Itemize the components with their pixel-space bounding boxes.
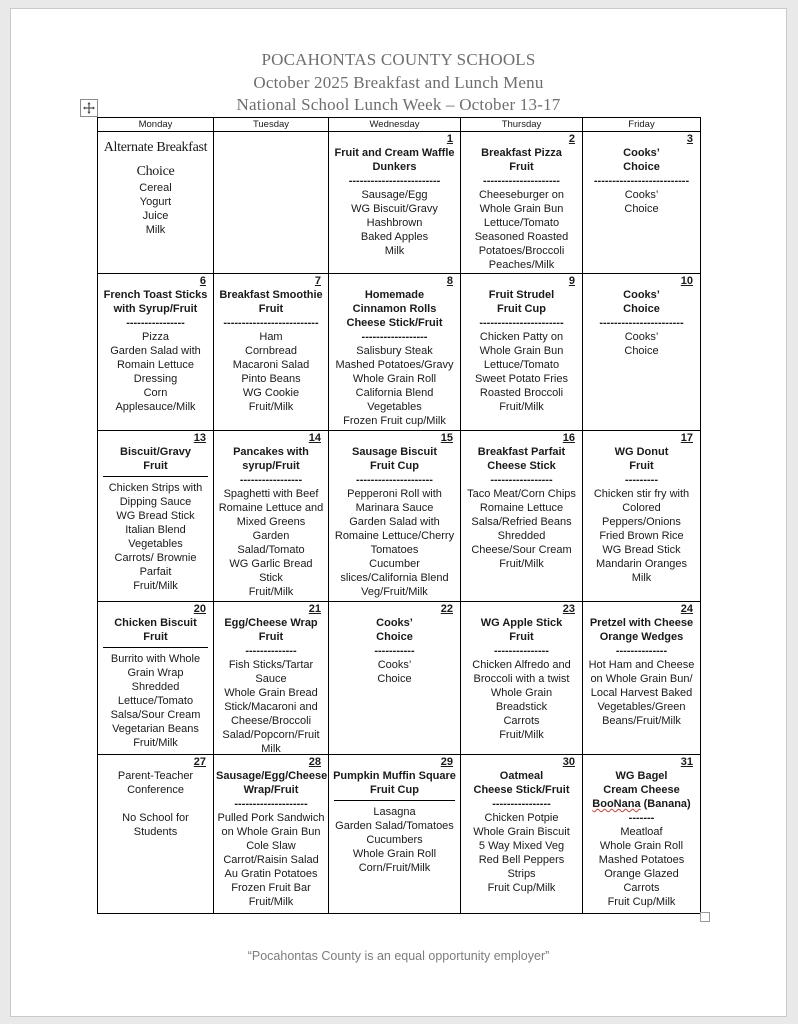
menu-item-title-line: Fruit <box>629 460 654 472</box>
menu-item-line: Breadstick <box>495 701 548 713</box>
menu-item-title-line: Dunkers <box>372 161 417 173</box>
separator-dashes: ------- <box>628 812 655 824</box>
separator-dashes: -------------- <box>245 645 297 657</box>
menu-item-line: Carrots/ Brownie <box>114 552 197 564</box>
menu-item-line: Salad/Popcorn/Fruit <box>222 729 320 741</box>
menu-item-line: Choice <box>624 203 659 215</box>
menu-item-line: Romaine Lettuce <box>479 502 564 514</box>
menu-item-line: Garden Salad with <box>349 516 440 528</box>
separator-dashes: -------------------------- <box>593 175 690 187</box>
menu-item-line: Stick/Macaroni and <box>224 701 318 713</box>
menu-item-line: Whole Grain <box>490 687 553 699</box>
menu-item-title-line: Fruit <box>258 303 284 315</box>
date-number: 2 <box>568 133 575 145</box>
menu-cell-oct-23 <box>461 602 583 755</box>
menu-cell-oct-16 <box>461 431 583 602</box>
menu-item-line: WG Cookie <box>242 387 300 399</box>
menu-item-title-line: Pancakes with <box>233 446 309 458</box>
menu-item-line: slices/California Blend <box>340 572 449 584</box>
menu-item-line: Pizza <box>142 331 169 343</box>
menu-item-title-line: Egg/Cheese Wrap <box>224 617 318 629</box>
menu-item-line: Lettuce/Tomato <box>117 695 194 707</box>
menu-item-line: Cornbread <box>245 345 297 357</box>
menu-item-title-line: Choice <box>376 631 413 643</box>
menu-item-line: Au Gratin Potatoes <box>224 868 318 880</box>
menu-item-line: Lasagna <box>373 806 416 818</box>
separator-dashes: ----------------------- <box>479 317 564 329</box>
menu-item-line: Cheese/Sour Cream <box>471 544 572 556</box>
menu-item-line: Pinto Beans <box>241 373 301 385</box>
separator-dashes: ----------------------- <box>599 317 684 329</box>
separator-dashes: --------- <box>625 474 658 486</box>
separator-dashes: -------------------- <box>234 798 308 810</box>
date-number: 23 <box>562 603 575 615</box>
menu-item-line: Baked Apples <box>360 231 429 243</box>
menu-item-line: Dipping Sauce <box>119 496 192 508</box>
menu-item-line: Shredded <box>497 530 546 542</box>
separator-dashes: -------------------------- <box>223 317 319 329</box>
date-number: 31 <box>680 756 693 768</box>
menu-item-title-line: Breakfast Smoothie <box>219 289 323 301</box>
menu-item-line: Carrots <box>503 715 540 727</box>
menu-item-title-line: WG Bagel <box>615 770 668 782</box>
menu-item-line: Romaine Lettuce/Cherry <box>334 530 455 542</box>
menu-item-line: Fruit/Milk <box>133 580 178 592</box>
menu-item-line: Pepperoni Roll with <box>347 488 442 500</box>
menu-item-line: Mandarin Oranges <box>595 558 688 570</box>
menu-item-line: Applesauce/Milk <box>115 401 196 413</box>
blank-line <box>100 797 211 811</box>
menu-item-line: Sweet Potato Fries <box>475 373 568 385</box>
menu-item-line: Potatoes/Broccoli <box>478 245 565 257</box>
menu-item-title-line: Choice <box>623 303 660 315</box>
menu-item-line: Italian Blend <box>125 524 186 536</box>
menu-cell-oct-15 <box>329 431 461 602</box>
menu-item-line: Whole Grain Bun <box>479 203 564 215</box>
menu-item-line: 5 Way Mixed Veg <box>478 840 565 852</box>
menu-item-line: Corn/Fruit/Milk <box>358 862 431 874</box>
separator-dashes: --------------- <box>494 645 549 657</box>
menu-item-title-line: Choice <box>623 161 660 173</box>
menu-item-line: Broccoli with a twist <box>473 673 570 685</box>
date-number: 22 <box>440 603 453 615</box>
date-number: 6 <box>199 275 206 287</box>
menu-cell-alternate-breakfast <box>98 132 214 274</box>
menu-item-line: Hot Ham and Cheese <box>588 659 695 671</box>
menu-cell-oct-20 <box>98 602 214 755</box>
menu-item-line: Peppers/Onions <box>602 516 681 528</box>
menu-cell-oct-1 <box>329 132 461 274</box>
menu-item-line: Roasted Broccoli <box>479 387 564 399</box>
menu-item-line: Choice <box>624 345 659 357</box>
menu-item-line: Fruit/Milk <box>248 896 294 908</box>
misspelled-word: BooNana <box>592 798 641 810</box>
menu-cell-oct-9 <box>461 274 583 431</box>
menu-item-line: Fruit/Milk <box>248 586 294 598</box>
menu-item-title-line: Fruit Strudel <box>488 289 555 301</box>
menu-item-line: Romain Lettuce <box>116 359 195 371</box>
menu-item-line: Milk <box>261 743 281 755</box>
document-page <box>10 8 787 1017</box>
menu-item-title-line: Fruit <box>143 460 168 472</box>
menu-item-title-line: Cooks’ <box>623 289 660 301</box>
date-number: 1 <box>446 133 453 145</box>
menu-item-line: Chicken Alfredo and <box>472 659 571 671</box>
menu-item-title-line: BooNana (Banana) <box>592 798 691 810</box>
menu-item-line: WG Biscuit/Gravy <box>351 203 438 215</box>
menu-item-line: Cole Slaw <box>246 840 296 852</box>
menu-item-line: Salsa/Refried Beans <box>471 516 572 528</box>
menu-item-title-line: Pumpkin Muffin Square <box>333 770 456 782</box>
menu-item-line: Sausage/Egg <box>361 189 428 201</box>
day-header-thursday: Thursday <box>461 118 583 132</box>
menu-item-title-line: Choice <box>136 164 175 179</box>
separator-dashes: ----------------- <box>490 474 553 486</box>
menu-item-line: Fried Brown Rice <box>599 530 684 542</box>
menu-item-line: Choice <box>377 673 412 685</box>
date-number: 9 <box>568 275 575 287</box>
menu-item-line: Frozen Fruit Bar <box>231 882 311 894</box>
menu-item-line: Fruit/Milk <box>499 729 544 741</box>
date-number: 28 <box>308 756 321 768</box>
menu-item-title-line: Fruit Cup <box>370 784 419 796</box>
date-number: 21 <box>308 603 321 615</box>
menu-item-line: Fish Sticks/Tartar <box>228 659 314 671</box>
date-number: 17 <box>680 432 693 444</box>
menu-item-title-line: Cream Cheese <box>603 784 680 796</box>
menu-item-line: Milk <box>145 224 166 236</box>
day-header-wednesday: Wednesday <box>329 118 461 132</box>
menu-item-line: Mashed Potatoes/Gravy <box>335 359 454 371</box>
menu-item-line: WG Bread Stick <box>602 544 681 556</box>
menu-item-title-line: Cheese Stick/Fruit <box>346 317 443 329</box>
menu-cell-oct-28 <box>214 755 329 913</box>
menu-item-line: Cooks’ <box>624 331 659 343</box>
menu-item-line: Macaroni Salad <box>232 359 310 371</box>
menu-item-line: Orange Glazed <box>604 868 679 880</box>
menu-item-line: Chicken Strips with <box>108 482 203 494</box>
menu-item-line: Cooks’ <box>624 189 659 201</box>
menu-item-line: Hashbrown <box>366 217 423 229</box>
date-number: 27 <box>193 756 206 768</box>
menu-item-line: Salisbury Steak <box>356 345 433 357</box>
menu-item-title-line: Sausage Biscuit <box>352 446 437 458</box>
date-number: 13 <box>193 432 206 444</box>
lunch-week-note: National School Lunch Week – October 13-17 <box>236 95 561 114</box>
menu-item-title-line: Sausage/Egg/Cheese <box>216 770 328 782</box>
menu-item-line: Veg/Fruit/Milk <box>361 586 428 598</box>
menu-cell-oct-10 <box>583 274 700 431</box>
menu-item-line: No School for <box>122 812 189 824</box>
menu-item-line: Fruit/Milk <box>499 558 544 570</box>
menu-item-line: Salad/Tomato <box>237 544 305 556</box>
menu-item-title-line: WG Donut <box>614 446 669 458</box>
table-resize-handle[interactable] <box>700 912 710 922</box>
menu-item-title-line: French Toast Sticks <box>103 289 208 301</box>
menu-item-title-line: with Syrup/Fruit <box>113 303 198 315</box>
menu-item-line: Parfait <box>139 566 172 578</box>
menu-item-title-line: Cheese Stick/Fruit <box>473 784 570 796</box>
date-number: 3 <box>686 133 693 145</box>
day-header-friday: Friday <box>583 118 700 132</box>
separator-dashes: ----------------- <box>239 474 303 486</box>
menu-item-title-line: Fruit and Cream Waffle <box>334 147 455 159</box>
menu-item-title-line: Fruit <box>509 631 534 643</box>
menu-item-title-line: Parent-Teacher <box>117 770 194 782</box>
footer-quote: “Pocahontas County is an equal opportunity employer” <box>247 949 550 963</box>
menu-item-line: Beans/Fruit/Milk <box>602 715 681 727</box>
date-number: 15 <box>440 432 453 444</box>
menu-cell-oct-22 <box>329 602 461 755</box>
menu-item-line: Whole Grain Biscuit <box>473 826 570 838</box>
menu-item-line: Fruit Cup/Milk <box>487 882 556 894</box>
separator-rule <box>103 476 208 477</box>
menu-item-line: Corn <box>143 387 168 399</box>
menu-item-line: Garden Salad/Tomatoes <box>335 820 454 832</box>
menu-item-title-line: Cinnamon Rolls <box>352 303 437 315</box>
menu-item-title-line: Homemade <box>364 289 425 301</box>
menu-item-title-line: Fruit Cup <box>497 303 546 315</box>
menu-cell-oct-21 <box>214 602 329 755</box>
date-number: 8 <box>446 275 453 287</box>
menu-item-line: Juice <box>142 210 169 222</box>
separator-dashes: -------------- <box>615 645 668 657</box>
menu-item-line: Lettuce/Tomato <box>483 359 560 371</box>
menu-title: October 2025 Breakfast and Lunch Menu <box>253 72 544 92</box>
date-number: 14 <box>308 432 321 444</box>
separator-dashes: ----------- <box>374 645 415 657</box>
menu-item-title-line: Chicken Biscuit <box>114 617 197 629</box>
menu-item-line: WG Bread Stick <box>116 510 195 522</box>
menu-item-line: Fruit Cup/Milk <box>607 896 676 908</box>
document-title <box>11 49 786 117</box>
move-cross-icon <box>83 102 95 114</box>
menu-item-line: Chicken Potpie <box>484 812 559 824</box>
menu-item-title-line: Fruit <box>509 161 534 173</box>
menu-item-line: Local Harvest Baked <box>590 687 693 699</box>
menu-item-line: Mashed Potatoes <box>598 854 685 866</box>
day-header-monday: Monday <box>98 118 214 132</box>
menu-item-line: Fruit/Milk <box>499 401 544 413</box>
menu-item-line: Strips <box>507 868 536 880</box>
menu-item-line: Colored <box>622 502 661 514</box>
menu-item-line: Whole Grain Roll <box>352 848 437 860</box>
menu-item-title-line: WG Apple Stick <box>480 617 563 629</box>
menu-item-line: Marinara Sauce <box>355 502 434 514</box>
menu-item-line: Cucumbers <box>366 834 423 846</box>
menu-item-line: Milk <box>384 245 405 257</box>
menu-cell-oct-6 <box>98 274 214 431</box>
menu-item-title-line: Cooks’ <box>376 617 413 629</box>
menu-cell-oct-13 <box>98 431 214 602</box>
menu-item-line: Vegetables <box>367 401 422 413</box>
menu-item-line: Spaghetti with Beef <box>223 488 319 500</box>
menu-item-line: on Whole Grain Bun/ <box>590 673 693 685</box>
menu-item-line: Vegetables/Green <box>597 701 686 713</box>
menu-item-line: Ham <box>259 331 283 343</box>
menu-cell-oct-30 <box>461 755 583 913</box>
separator-dashes: ------------------------- <box>348 175 441 187</box>
menu-item-title-line: Orange Wedges <box>599 631 684 643</box>
menu-item-line: Burrito with Whole <box>110 653 201 665</box>
menu-item-title-line: Cooks’ <box>623 147 660 159</box>
menu-item-line: Cereal <box>139 182 172 194</box>
menu-item-line: Meatloaf <box>620 826 663 838</box>
menu-cell-empty <box>214 132 329 274</box>
menu-item-line: Lettuce/Tomato <box>483 217 560 229</box>
menu-item-line: Fruit/Milk <box>248 401 294 413</box>
menu-item-line: Cheese/Broccoli <box>230 715 312 727</box>
separator-dashes: ---------------- <box>126 317 185 329</box>
date-number: 7 <box>314 275 321 287</box>
date-number: 30 <box>562 756 575 768</box>
menu-cell-oct-17 <box>583 431 700 602</box>
menu-item-line: Chicken Patty on <box>479 331 564 343</box>
menu-item-line: Tomatoes <box>370 544 419 556</box>
menu-item-line: Carrots <box>623 882 660 894</box>
menu-cell-oct-24 <box>583 602 700 755</box>
menu-cell-oct-31 <box>583 755 700 913</box>
menu-item-title-line: Fruit Cup <box>370 460 419 472</box>
menu-item-line: Vegetarian Beans <box>112 723 199 735</box>
menu-item-line: Stick <box>259 572 283 584</box>
menu-item-line: Fruit/Milk <box>133 737 178 749</box>
menu-item-line: Peaches/Milk <box>488 259 555 271</box>
separator-dashes: --------------------- <box>356 474 433 486</box>
table-move-handle[interactable] <box>80 99 98 117</box>
menu-cell-oct-7 <box>214 274 329 431</box>
date-number: 16 <box>562 432 575 444</box>
menu-item-line: Cooks’ <box>377 659 412 671</box>
separator-rule <box>103 647 208 648</box>
menu-item-title-line: Breakfast Pizza <box>481 147 562 159</box>
separator-dashes: --------------------- <box>483 175 560 187</box>
menu-item-title-line: Biscuit/Gravy <box>120 446 191 458</box>
menu-item-title-line: Alternate Breakfast <box>103 140 208 155</box>
menu-cell-oct-27 <box>98 755 214 913</box>
menu-item-line: Taco Meat/Corn Chips <box>467 488 576 500</box>
separator-dashes: ---------------- <box>492 798 551 810</box>
separator-dashes: ------------------ <box>361 331 428 343</box>
menu-item-line: Seasoned Roasted <box>474 231 569 243</box>
day-header-tuesday: Tuesday <box>214 118 329 132</box>
menu-item-title-line: syrup/Fruit <box>242 460 300 472</box>
menu-item-line: Sauce <box>255 673 287 685</box>
menu-item-line: Frozen Fruit cup/Milk <box>343 415 446 427</box>
menu-item-line: Mixed Greens <box>236 516 306 528</box>
menu-item-line: Garden Salad with <box>110 345 201 357</box>
menu-item-line: Milk <box>631 572 652 584</box>
menu-item-title-line: Pretzel with Cheese <box>589 617 694 629</box>
menu-item-line: Dressing <box>133 373 178 385</box>
menu-item-line: Chicken stir fry with <box>593 488 690 500</box>
menu-item-title-line: Wrap/Fruit <box>243 784 299 796</box>
menu-cell-oct-8 <box>329 274 461 431</box>
menu-cell-oct-14 <box>214 431 329 602</box>
menu-item-line: Yogurt <box>139 196 172 208</box>
menu-item-line: WG Garlic Bread <box>229 558 313 570</box>
date-number: 24 <box>680 603 693 615</box>
menu-item-line: Red Bell Peppers <box>478 854 565 866</box>
school-name: POCAHONTAS COUNTY SCHOOLS <box>261 50 536 69</box>
menu-item-line: Whole Grain Roll <box>599 840 684 852</box>
menu-item-line: California Blend <box>355 387 434 399</box>
menu-item-title-line: Cheese Stick <box>487 460 556 472</box>
menu-item-line: Salsa/Sour Cream <box>110 709 201 721</box>
menu-item-title-line: Breakfast Parfait <box>477 446 566 458</box>
separator-rule <box>334 800 455 801</box>
menu-calendar-table <box>97 117 701 914</box>
date-number: 10 <box>680 275 693 287</box>
menu-item-line: Whole Grain Roll <box>352 373 437 385</box>
menu-item-line: Students <box>133 826 178 838</box>
menu-cell-oct-3 <box>583 132 700 274</box>
menu-item-title-line: Fruit <box>143 631 168 643</box>
menu-item-line: Garden <box>252 530 290 542</box>
menu-item-line: Grain Wrap <box>127 667 184 679</box>
menu-item-title-line: Oatmeal <box>499 770 544 782</box>
menu-item-line: Carrot/Raisin Salad <box>223 854 319 866</box>
menu-item-line: Vegetables <box>128 538 183 550</box>
menu-item-line: Whole Grain Bread <box>224 687 318 699</box>
menu-item-line: Cheeseburger on <box>478 189 564 201</box>
date-number: 29 <box>440 756 453 768</box>
menu-item-line: Romaine Lettuce and <box>218 502 324 514</box>
menu-cell-oct-2 <box>461 132 583 274</box>
menu-item-line: Whole Grain Bun <box>479 345 564 357</box>
menu-item-line: on Whole Grain Bun <box>221 826 321 838</box>
menu-item-line: Pulled Pork Sandwich <box>217 812 325 824</box>
menu-item-line: Shredded <box>131 681 180 693</box>
menu-item-line: Cucumber <box>369 558 420 570</box>
menu-item-title-line: Fruit <box>258 631 284 643</box>
menu-cell-oct-29 <box>329 755 461 913</box>
date-number: 20 <box>193 603 206 615</box>
menu-item-title-line: Conference <box>127 784 184 796</box>
